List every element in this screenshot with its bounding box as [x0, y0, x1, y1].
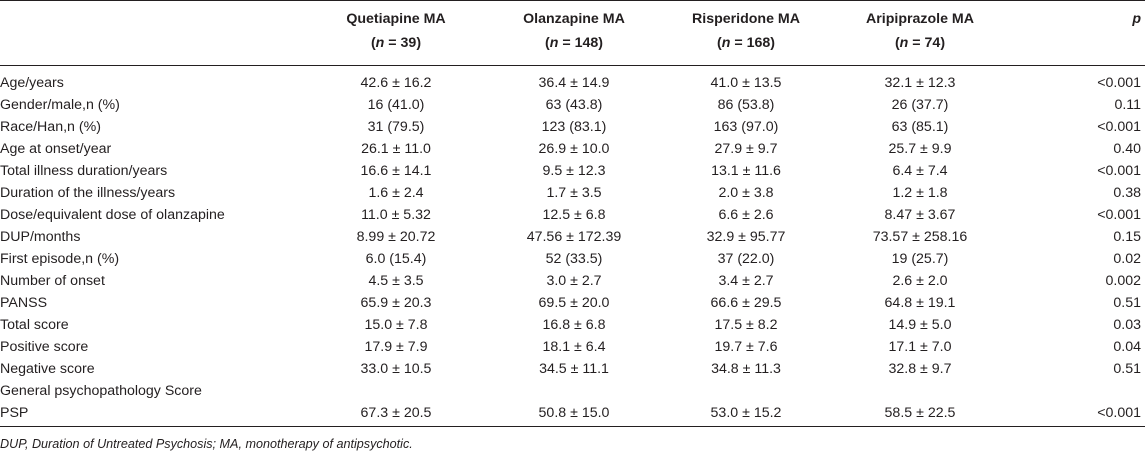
- table-cell: 52 (33.5): [545, 251, 603, 267]
- p-value-cell: 0.002: [1105, 273, 1141, 289]
- row-label: Age/years: [0, 75, 64, 91]
- header-blank-p: [1010, 28, 1145, 66]
- row-label: Negative score: [0, 361, 95, 377]
- table-cell: 14.9 ± 5.0: [888, 317, 952, 333]
- table-cell: 58.5 ± 22.5: [830, 402, 1010, 427]
- table-cell: 6.6 ± 2.6: [718, 207, 774, 223]
- table-cell: 32.8 ± 9.7: [888, 361, 952, 377]
- column-header-olanzapine: Olanzapine MA: [486, 1, 662, 29]
- header-blank-2: [0, 28, 306, 66]
- row-label: Number of onset: [0, 273, 105, 289]
- table-row: [0, 138, 1145, 160]
- row-label: Total score: [0, 317, 69, 333]
- table-body: [0, 66, 1145, 427]
- table-cell: 18.1 ± 6.4: [542, 339, 606, 355]
- n-symbol: n: [549, 35, 559, 51]
- row-label: Age at onset/year: [0, 141, 112, 157]
- row-label: Race/Han,n (%): [0, 119, 101, 135]
- table-cell: 26 (37.7): [891, 97, 949, 113]
- table-cell: 2.0 ± 3.8: [718, 185, 774, 201]
- table-cell: 9.5 ± 12.3: [542, 163, 606, 179]
- table-cell: 19 (25.7): [891, 251, 949, 267]
- table-cell: [306, 380, 486, 402]
- p-value-cell: <0.001: [1010, 402, 1145, 427]
- p-value-cell: <0.001: [1097, 207, 1141, 223]
- n-symbol: n: [899, 35, 909, 51]
- table-cell: 163 (97.0): [713, 119, 779, 135]
- p-value-cell: 0.51: [1113, 361, 1141, 377]
- table-row: [0, 270, 1145, 292]
- table-cell: 1.2 ± 1.8: [892, 185, 948, 201]
- table-cell: 32.9 ± 95.77: [706, 229, 786, 245]
- table-cell: 31 (79.5): [367, 119, 425, 135]
- table-cell: 86 (53.8): [717, 97, 775, 113]
- row-label: PSP: [0, 402, 306, 427]
- p-value-cell: 0.04: [1113, 339, 1141, 355]
- table-row: [0, 358, 1145, 380]
- table-row: [0, 226, 1145, 248]
- column-header-quetiapine: Quetiapine MA: [306, 1, 486, 29]
- table-cell: 37 (22.0): [717, 251, 775, 267]
- p-value-cell: 0.11: [1114, 97, 1141, 113]
- table-cell: 6.0 (15.4): [365, 251, 427, 267]
- row-label: Duration of the illness/years: [0, 185, 176, 201]
- column-n-risperidone: (n = 168): [662, 28, 830, 66]
- table-cell: [662, 380, 830, 402]
- column-n-aripiprazole: (n = 74): [830, 28, 1010, 66]
- row-label: Dose/equivalent dose of olanzapine: [0, 207, 225, 223]
- table-cell: 50.8 ± 15.0: [486, 402, 662, 427]
- table-row: [0, 248, 1145, 270]
- table-cell: 25.7 ± 9.9: [888, 141, 952, 157]
- n-value: = 148: [562, 35, 599, 51]
- table-cell: 26.1 ± 11.0: [361, 141, 431, 157]
- table-cell: [486, 380, 662, 402]
- table-cell: 47.56 ± 172.39: [526, 229, 622, 245]
- table-cell: 67.3 ± 20.5: [306, 402, 486, 427]
- table-header: [0, 1, 1145, 66]
- table-cell: 63 (85.1): [891, 119, 949, 135]
- row-label: PANSS: [0, 295, 48, 311]
- p-value-cell: <0.001: [1097, 119, 1141, 135]
- column-header-risperidone: Risperidone MA: [662, 1, 830, 29]
- table-cell: 16.8 ± 6.8: [542, 317, 606, 333]
- table-cell: 15.0 ± 7.8: [364, 317, 428, 333]
- table-cell: 4.5 ± 3.5: [368, 273, 424, 289]
- table-cell: 19.7 ± 7.6: [714, 339, 778, 355]
- p-value-cell: 0.51: [1113, 295, 1141, 311]
- n-value: = 168: [734, 35, 771, 51]
- n-value: = 39: [388, 35, 417, 51]
- row-label: DUP/months: [0, 229, 81, 245]
- p-value-cell: <0.001: [1097, 75, 1141, 91]
- table-cell: 12.5 ± 6.8: [542, 207, 606, 223]
- table-row: [0, 380, 1145, 402]
- column-n-olanzapine: (n = 148): [486, 28, 662, 66]
- table-cell: 16.6 ± 14.1: [360, 163, 432, 179]
- table-cell: 33.0 ± 10.5: [360, 361, 432, 377]
- table-cell: 42.6 ± 16.2: [360, 75, 432, 91]
- table-cell: 123 (83.1): [541, 119, 607, 135]
- table-cell: 3.4 ± 2.7: [718, 273, 774, 289]
- table-cell: 69.5 ± 20.0: [538, 295, 610, 311]
- table-cell: 6.4 ± 7.4: [892, 163, 948, 179]
- table-cell: 34.8 ± 11.3: [711, 361, 781, 377]
- table-cell: 36.4 ± 14.9: [538, 75, 610, 91]
- table-footnote: DUP, Duration of Untreated Psychosis; MA, monotherapy of antipsychotic.: [0, 437, 413, 451]
- row-label: First episode,n (%): [0, 251, 120, 267]
- p-value-cell: 0.38: [1113, 185, 1141, 201]
- table-row: [0, 204, 1145, 226]
- table-cell: [830, 380, 1010, 402]
- p-value-cell: <0.001: [1097, 163, 1141, 179]
- row-label: General psychopathology Score: [0, 383, 202, 399]
- row-label: Total illness duration/years: [0, 163, 168, 179]
- table-cell: 17.9 ± 7.9: [364, 339, 428, 355]
- table-cell: 1.6 ± 2.4: [368, 185, 424, 201]
- p-value-cell: [1010, 380, 1145, 402]
- table-cell: 64.8 ± 19.1: [884, 295, 956, 311]
- column-header-p: p: [1010, 1, 1145, 29]
- table-cell: 17.5 ± 8.2: [714, 317, 778, 333]
- table-cell: 26.9 ± 10.0: [538, 141, 610, 157]
- column-header-aripiprazole: Aripiprazole MA: [830, 1, 1010, 29]
- table-cell: 53.0 ± 15.2: [662, 402, 830, 427]
- table-cell: 17.1 ± 7.0: [888, 339, 952, 355]
- p-value-cell: 0.15: [1113, 229, 1141, 245]
- table-cell: 63 (43.8): [545, 97, 603, 113]
- table-row: [0, 292, 1145, 314]
- table-row: [0, 160, 1145, 182]
- n-value: = 74: [912, 35, 941, 51]
- table-cell: 2.6 ± 2.0: [892, 273, 948, 289]
- table-cell: 16 (41.0): [367, 97, 425, 113]
- table-cell: 34.5 ± 11.1: [539, 361, 609, 377]
- p-value-cell: 0.40: [1113, 141, 1141, 157]
- table-row: [0, 94, 1145, 116]
- table-cell: 8.47 ± 3.67: [884, 207, 956, 223]
- p-value-cell: 0.03: [1113, 317, 1141, 333]
- table-cell: 8.99 ± 20.72: [356, 229, 436, 245]
- table-cell: 65.9 ± 20.3: [360, 295, 432, 311]
- table-cell: 41.0 ± 13.5: [710, 75, 782, 91]
- table-row: [0, 314, 1145, 336]
- table-row: [0, 116, 1145, 138]
- table-cell: 73.57 ± 258.16: [872, 229, 968, 245]
- table-cell: 27.9 ± 9.7: [714, 141, 778, 157]
- row-label: Positive score: [0, 339, 89, 355]
- table-row: [0, 182, 1145, 204]
- row-label: Gender/male,n (%): [0, 97, 120, 113]
- table-row: [0, 66, 1145, 95]
- table-cell: 13.1 ± 11.6: [711, 163, 781, 179]
- table-cell: 11.0 ± 5.32: [361, 207, 431, 223]
- n-symbol: n: [375, 35, 385, 51]
- table-cell: 3.0 ± 2.7: [546, 273, 602, 289]
- p-value-cell: 0.02: [1113, 251, 1141, 267]
- table-cell: 66.6 ± 29.5: [710, 295, 782, 311]
- table-row: [0, 402, 1145, 427]
- column-n-quetiapine: (n = 39): [306, 28, 486, 66]
- n-symbol: n: [721, 35, 731, 51]
- table-row: [0, 336, 1145, 358]
- table-cell: 32.1 ± 12.3: [884, 75, 956, 91]
- table-cell: 1.7 ± 3.5: [546, 185, 602, 201]
- header-blank: [0, 1, 306, 29]
